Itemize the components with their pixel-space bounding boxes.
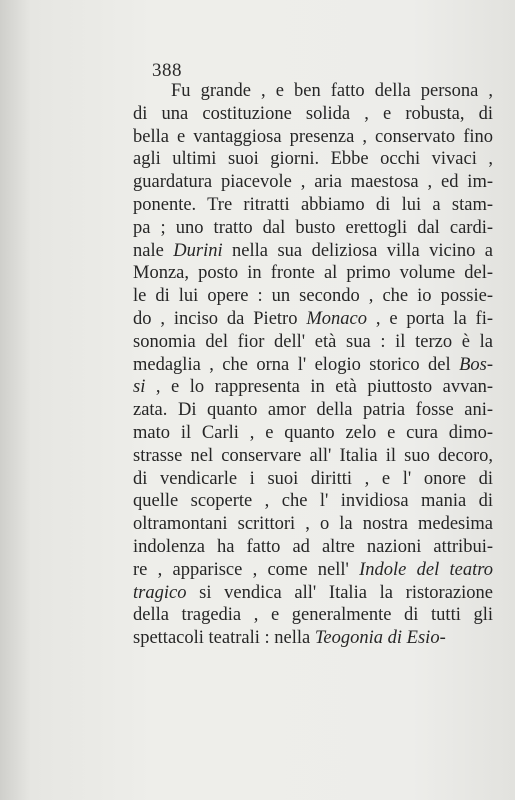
text-line [133,217,493,240]
page-number: 388 [152,60,182,81]
text-line [133,445,493,468]
text-segment: le di lui opere : un secondo , che io possie- [133,286,493,307]
text-segment: , e porta la fi- [366,308,493,329]
text-segment: , e lo rappresenta in età piuttosto avvan- [145,377,493,398]
text-segment: bella e vantaggiosa presenza , conservato fino [133,126,493,147]
text-line [133,513,493,536]
text-line [133,194,493,217]
italic-text: Bos- [459,354,493,375]
italic-text: tragico [133,582,187,603]
text-line [133,331,493,354]
text-segment: agli ultimi suoi giorni. Ebbe occhi vivaci , [133,149,493,170]
text-segment: indolenza ha fatto ad altre nazioni attribui- [133,536,493,557]
text-segment: di una costituzione solida , e robusta, di [133,103,493,124]
text-line [133,399,493,422]
body-text [133,80,493,650]
italic-text: Indole del teatro [359,559,493,580]
text-segment: nella sua deliziosa villa vicino a [222,240,493,261]
text-segment: pa ; uno tratto dal busto erettogli dal cardi- [133,217,493,238]
text-line [133,422,493,445]
text-segment: re , apparisce , come nell' [133,559,360,580]
text-line [133,582,493,605]
text-line [133,354,493,377]
text-line [133,80,493,103]
text-line [133,285,493,308]
text-line [133,148,493,171]
text-line [133,240,493,263]
text-line [133,171,493,194]
text-line [133,308,493,331]
italic-text: Durini [173,240,223,261]
text-segment: mato il Carli , e quanto zelo e cura dimo- [133,422,493,443]
text-line [133,376,493,399]
italic-text: Teogonia di Esio- [314,628,446,649]
text-line [133,604,493,627]
text-line [133,262,493,285]
text-segment: spettacoli teatrali : nella [133,628,315,649]
text-segment: sonomia del fior dell' età sua : il terzo è la [133,331,493,352]
italic-text: Monaco [306,308,367,329]
text-line [133,559,493,582]
text-segment: nale [133,240,174,261]
text-segment: do , inciso da Pietro [133,308,307,329]
text-segment: si vendica all' Italia la ristorazione [186,582,493,603]
text-segment: Monza, posto in fronte al primo volume del- [133,263,493,284]
text-segment: guardatura piacevole , aria maestosa , ed im- [133,172,493,193]
text-segment: Fu grande , e ben fatto della persona , [171,81,493,101]
text-segment: ponente. Tre ritratti abbiamo di lui a stam- [133,194,493,215]
text-line [133,468,493,491]
text-line [133,490,493,513]
text-line [133,126,493,149]
text-line [133,627,493,650]
text-segment: di vendicarle i suoi diritti , e l' onore di [133,468,493,489]
text-segment: della tragedia , e generalmente di tutti gli [133,605,493,626]
text-segment: zata. Di quanto amor della patria fosse ani- [133,400,493,421]
italic-text: si [133,377,146,398]
text-segment: medaglia , che orna l' elogio storico del [133,354,460,375]
text-line [133,536,493,559]
text-segment: quelle scoperte , che l' invidiosa mania di [133,491,493,512]
text-segment: strasse nel conservare all' Italia il suo decoro, [133,445,493,466]
text-segment: oltramontani scrittori , o la nostra medesima [133,514,493,535]
text-line [133,103,493,126]
